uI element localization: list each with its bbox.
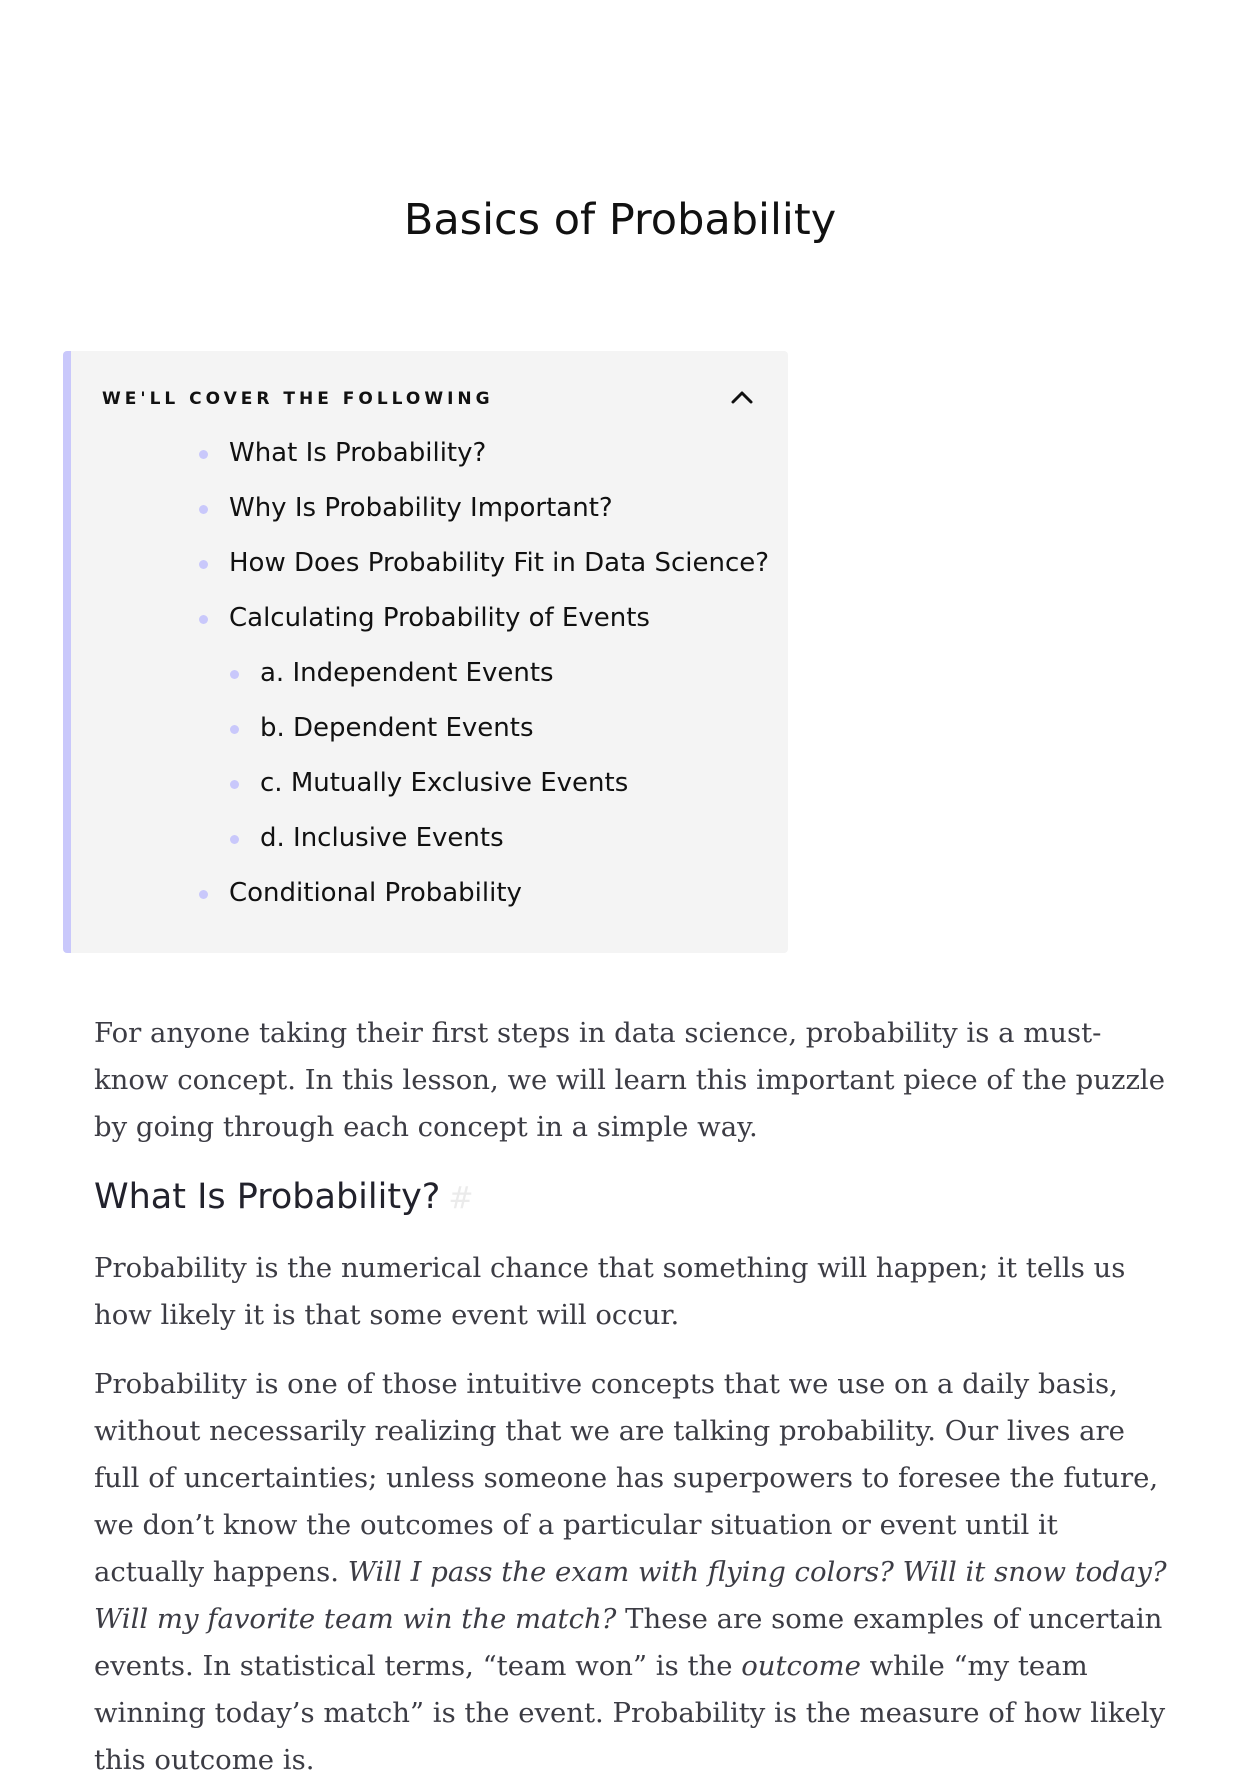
section-heading [94, 1175, 1154, 1221]
toc-subitem[interactable]: b. Dependent Events [260, 713, 534, 743]
toc-header: WE'LL COVER THE FOLLOWING [102, 389, 494, 409]
toc-item[interactable]: What Is Probability? [229, 438, 487, 468]
toc-subitem[interactable]: a. Independent Events [260, 658, 554, 688]
definition-paragraph: Probability is the numerical chance that something will happen; it tells us how likely it is that some event will occur. [94, 1252, 1126, 1331]
explanation-text: Probability is one of those intuitive concepts that we use on a daily basis, without necessarily realizing that we are talking probability. Our lives are full of uncertainties; unless someone has superpowers to foresee the future, we don’t know the outcomes of a particular situation or event until it actually happens. [94, 1368, 1159, 1588]
section-heading-text: What Is Probability? [94, 1177, 441, 1217]
heading-anchor-link[interactable]: # [448, 1181, 474, 1216]
explanation-text: These are some examples of uncertain events. In statistical terms, “team won” is the [94, 1603, 1163, 1682]
toc-item[interactable]: Conditional Probability [229, 878, 522, 908]
toc-subitem[interactable]: c. Mutually Exclusive Events [260, 768, 629, 798]
toc-item[interactable]: Why Is Probability Important? [229, 493, 613, 523]
intro-paragraph: For anyone taking their first steps in data science, probability is a must-know concept. In this lesson, we will learn this important piece of the puzzle by going through each concept in a simple way. [94, 1017, 1165, 1143]
toc-subitem[interactable]: d. Inclusive Events [260, 823, 504, 853]
chevron-up-icon [727, 385, 757, 409]
page-title: Basics of Probability [403, 195, 837, 245]
toc-item[interactable]: Calculating Probability of Events [229, 603, 650, 633]
toc-item[interactable]: How Does Probability Fit in Data Science? [229, 548, 770, 578]
table-of-contents [63, 351, 788, 953]
explanation-text: while “my team winning today’s match” is the event. Probability is the measure of how likely this outcome is. [94, 1650, 1166, 1776]
toc-collapse-button[interactable] [727, 385, 757, 409]
explanation-paragraph [94, 1361, 1169, 1784]
lesson-content [94, 1010, 1167, 1784]
outcome-term: outcome [741, 1650, 861, 1682]
example-questions: Will I pass the exam with flying colors? Will it snow today? Will my favorite team win the match? [94, 1556, 1167, 1635]
